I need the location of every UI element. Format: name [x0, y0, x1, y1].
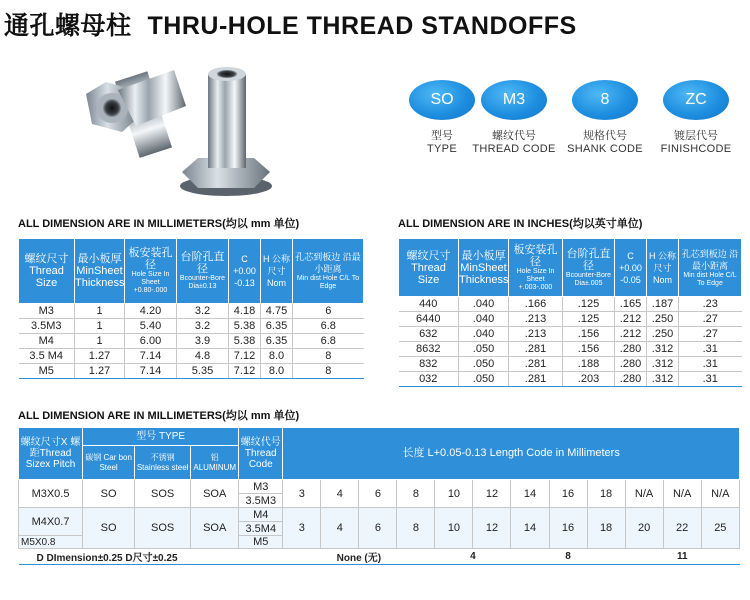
length-row-size-m3: M3X0.5 [19, 480, 83, 508]
metric-table-cell: 4.8 [177, 349, 229, 364]
inch-table-cell: .212 [615, 327, 647, 342]
inch-col-min-sheet: 最小板厚 MinSheet Thickness [459, 239, 509, 297]
inch-table-cell: .280 [615, 342, 647, 357]
inch-table-cell: .281 [509, 372, 563, 387]
inch-table-cell: 832 [399, 357, 459, 372]
length-row-code: M4 [239, 508, 283, 522]
code-shank-en: SHANK CODE [567, 143, 643, 155]
metric-table-cell: 6.00 [125, 334, 177, 349]
code-thread [472, 80, 556, 156]
part-code-legend [400, 80, 745, 170]
inch-col-counterbore: 台阶孔直径 Bcounter-Bore Dia±.005 [563, 239, 615, 297]
inch-table-row [399, 357, 742, 372]
code-type-badge: SO [409, 80, 475, 120]
inch-table-cell: .213 [509, 327, 563, 342]
metric-table-cell: 1.27 [75, 349, 125, 364]
inch-table-cell: .23 [679, 297, 742, 312]
length-value: 6 [359, 480, 397, 508]
metric-table-cell: 6.8 [293, 319, 364, 334]
code-shank-badge: 8 [572, 80, 638, 120]
metric-table-cell: 3.9 [177, 334, 229, 349]
metric-table-cell: 3.5 M4 [19, 349, 75, 364]
code-finish-en: FINISHCODE [660, 143, 732, 155]
standoff-product-image [78, 60, 288, 200]
inch-table-cell: .040 [459, 297, 509, 312]
inch-table-row [399, 342, 742, 357]
page-title-zh: 通孔螺母柱 [4, 12, 132, 40]
inch-table-row [399, 372, 742, 387]
code-type-zh: 型号 [431, 130, 453, 142]
inch-table-cell: .166 [509, 297, 563, 312]
metric-table-cell: 5.35 [177, 364, 229, 379]
length-value: 18 [587, 480, 625, 508]
inch-dimension-table [398, 238, 742, 387]
metric-table-row [19, 349, 364, 364]
metric-dimension-table [18, 238, 364, 379]
inch-table-row [399, 327, 742, 342]
length-value: 10 [435, 508, 473, 549]
length-row-m4-stainless: SOS [135, 508, 191, 549]
inch-table-body [399, 297, 742, 387]
metric-table-cell: 6.8 [293, 334, 364, 349]
length-value: N/A [701, 480, 739, 508]
length-value: 4 [321, 480, 359, 508]
inch-table-cell: .050 [459, 372, 509, 387]
inch-table-cell: .31 [679, 357, 742, 372]
code-thread-zh: 螺纹代号 [492, 130, 536, 142]
inch-table-row [399, 312, 742, 327]
inch-table-cell: .188 [563, 357, 615, 372]
length-col-length-code: 长度 L+0.05-0.13 Length Code in Millimeters [283, 428, 740, 480]
length-row-m3-aluminum: SOA [191, 480, 239, 508]
metric-col-h: H 公称 尺寸 Nom [261, 239, 293, 304]
inch-table-cell: .212 [615, 312, 647, 327]
metric-table-cell: 3.2 [177, 319, 229, 334]
inch-col-c: C +0.00 -0.05 [615, 239, 647, 297]
length-value: 22 [663, 508, 701, 549]
length-value: 12 [473, 480, 511, 508]
metric-table-cell: 6.35 [261, 334, 293, 349]
metric-col-thread-size: 螺纹尺寸 Thread Size [19, 239, 75, 304]
code-shank [563, 80, 647, 156]
metric-table-cell: 8 [293, 349, 364, 364]
metric-table-cell: 5.38 [229, 334, 261, 349]
inch-table-cell: .156 [563, 327, 615, 342]
length-value: 16 [549, 508, 587, 549]
metric-col-hole-size: 板安装孔径 Hole Size In Sheet +0.80-.000 [125, 239, 177, 304]
length-value: 8 [397, 480, 435, 508]
length-table-caption: ALL DIMENSION ARE IN MILLIMETERS(均以 mm 单位) [18, 410, 300, 422]
metric-table-cell: 7.12 [229, 349, 261, 364]
inch-table-cell: .050 [459, 342, 509, 357]
length-value: 20 [625, 508, 663, 549]
code-shank-zh: 规格代号 [583, 130, 627, 142]
inch-table-cell: .31 [679, 372, 742, 387]
metric-table-cell: 1 [75, 319, 125, 334]
metric-col-counterbore: 台阶孔直径 Bcounter-Bore Dia±0.13 [177, 239, 229, 304]
length-value: 8 [397, 508, 435, 549]
inch-table-cell: 632 [399, 327, 459, 342]
page-title-en: THRU-HOLE THREAD STANDOFFS [147, 12, 577, 40]
length-row-m3-stainless: SOS [135, 480, 191, 508]
length-footer-none: None (无) [283, 549, 435, 565]
metric-table-cell: M3 [19, 304, 75, 319]
metric-table-row [19, 364, 364, 379]
metric-table-cell: 4.18 [229, 304, 261, 319]
inch-table-cell: .281 [509, 342, 563, 357]
length-footer-value: 11 [625, 549, 739, 565]
metric-table-row [19, 319, 364, 334]
inch-table-cell: .187 [647, 297, 679, 312]
inch-table-cell: 6440 [399, 312, 459, 327]
metric-table-cell: 8.0 [261, 364, 293, 379]
page-title [4, 6, 577, 42]
code-finish [654, 80, 738, 156]
metric-table-cell: 5.40 [125, 319, 177, 334]
inch-table-cell: .280 [615, 372, 647, 387]
inch-table-cell: .040 [459, 312, 509, 327]
metric-table-cell: 3.2 [177, 304, 229, 319]
inch-table-cell: 8632 [399, 342, 459, 357]
metric-col-edge-dist: 孔芯到板边 沿最小距离 Min dist Hole C/L To Edge [293, 239, 364, 304]
metric-col-c: C +0.00 -0.13 [229, 239, 261, 304]
length-row-size-m4: M4X0.7 [19, 508, 83, 536]
metric-table-cell: 7.14 [125, 364, 177, 379]
length-value: N/A [625, 480, 663, 508]
inch-table-cell: .125 [563, 312, 615, 327]
length-col-carbon: 碳钢 Car bon Steel [83, 446, 135, 480]
length-row-code: M5 [239, 536, 283, 549]
code-finish-badge: ZC [663, 80, 729, 120]
length-row-code: 3.5M3 [239, 494, 283, 508]
inch-table-cell: .165 [615, 297, 647, 312]
inch-table-cell: .250 [647, 312, 679, 327]
inch-table-cell: .203 [563, 372, 615, 387]
length-value: 12 [473, 508, 511, 549]
metric-table-cell: M5 [19, 364, 75, 379]
length-row-m4-aluminum: SOA [191, 508, 239, 549]
code-thread-en: THREAD CODE [472, 143, 556, 155]
inch-table-cell: .040 [459, 327, 509, 342]
inch-table-cell: .27 [679, 312, 742, 327]
inch-table-cell: .156 [563, 342, 615, 357]
inch-table-cell: .27 [679, 327, 742, 342]
metric-table-row [19, 334, 364, 349]
length-value: 16 [549, 480, 587, 508]
length-value: N/A [663, 480, 701, 508]
metric-table-cell: 4.75 [261, 304, 293, 319]
metric-table-cell: 1 [75, 334, 125, 349]
length-value: 3 [283, 508, 321, 549]
inch-table-cell: .213 [509, 312, 563, 327]
metric-table-cell: 7.12 [229, 364, 261, 379]
length-row-m4-carbon: SO [83, 508, 135, 549]
length-value: 25 [701, 508, 739, 549]
inch-table-caption: ALL DIMENSION ARE IN INCHES(均以英寸单位) [398, 218, 643, 230]
length-col-type: 型号 TYPE [83, 428, 239, 446]
inch-col-edge-dist: 孔芯到板边 沿最小距离 Min dist Hole C/L To Edge [679, 239, 742, 297]
inch-col-hole-size: 板安装孔径 Hole Size In Sheet +.003-.000 [509, 239, 563, 297]
length-value: 18 [587, 508, 625, 549]
metric-table-cell: 3.5M3 [19, 319, 75, 334]
metric-table-caption: ALL DIMENSION ARE IN MILLIMETERS(均以 mm 单位) [18, 218, 300, 230]
metric-table-cell: 6 [293, 304, 364, 319]
length-value: 4 [321, 508, 359, 549]
length-value: 14 [511, 508, 549, 549]
length-footer-value: 4 [435, 549, 511, 565]
length-footer-label: D DImension±0.25 D尺寸±0.25 [19, 549, 283, 565]
metric-col-min-sheet: 最小板厚 MinSheet Thickness [75, 239, 125, 304]
inch-table-cell: .250 [647, 327, 679, 342]
code-type-en: TYPE [427, 143, 457, 155]
length-value: 6 [359, 508, 397, 549]
metric-table-cell: 5.38 [229, 319, 261, 334]
metric-table-row [19, 304, 364, 319]
length-footer-value: 8 [511, 549, 625, 565]
metric-table-cell: 8.0 [261, 349, 293, 364]
length-row-code: 3.5M4 [239, 522, 283, 536]
code-finish-zh: 镀层代号 [674, 130, 718, 142]
length-value: 14 [511, 480, 549, 508]
length-row-code: M3 [239, 480, 283, 494]
code-thread-badge: M3 [481, 80, 547, 120]
metric-table-cell: 1.27 [75, 364, 125, 379]
inch-table-cell: .31 [679, 342, 742, 357]
length-col-sizex: 螺纹尺寸X 螺距Thread Sizex Pitch [19, 428, 83, 480]
metric-table-cell: 6.35 [261, 319, 293, 334]
inch-table-cell: .050 [459, 357, 509, 372]
inch-col-thread-size: 螺纹尺寸 Thread Size [399, 239, 459, 297]
metric-table-cell: 8 [293, 364, 364, 379]
length-col-aluminum: 铝 ALUMINUM [191, 446, 239, 480]
inch-table-cell: .281 [509, 357, 563, 372]
metric-table-body [19, 304, 364, 379]
inch-table-cell: 440 [399, 297, 459, 312]
inch-table-cell: .125 [563, 297, 615, 312]
length-row-m3-carbon: SO [83, 480, 135, 508]
inch-table-cell: 032 [399, 372, 459, 387]
length-value: 3 [283, 480, 321, 508]
length-col-thread-code: 螺纹代号 Thread Code [239, 428, 283, 480]
length-value: 10 [435, 480, 473, 508]
length-col-stainless: 不锈钢 Stainless steel [135, 446, 191, 480]
inch-table-cell: .312 [647, 357, 679, 372]
inch-table-cell: .280 [615, 357, 647, 372]
length-code-table [18, 427, 740, 565]
inch-col-h: H 公称 尺寸 Nom [647, 239, 679, 297]
metric-table-cell: 1 [75, 304, 125, 319]
metric-table-cell: 7.14 [125, 349, 177, 364]
inch-table-cell: .312 [647, 372, 679, 387]
inch-table-row [399, 297, 742, 312]
metric-table-cell: 4.20 [125, 304, 177, 319]
length-row-size-m5: M5X0.8 [19, 536, 83, 549]
metric-table-cell: M4 [19, 334, 75, 349]
inch-table-cell: .312 [647, 342, 679, 357]
